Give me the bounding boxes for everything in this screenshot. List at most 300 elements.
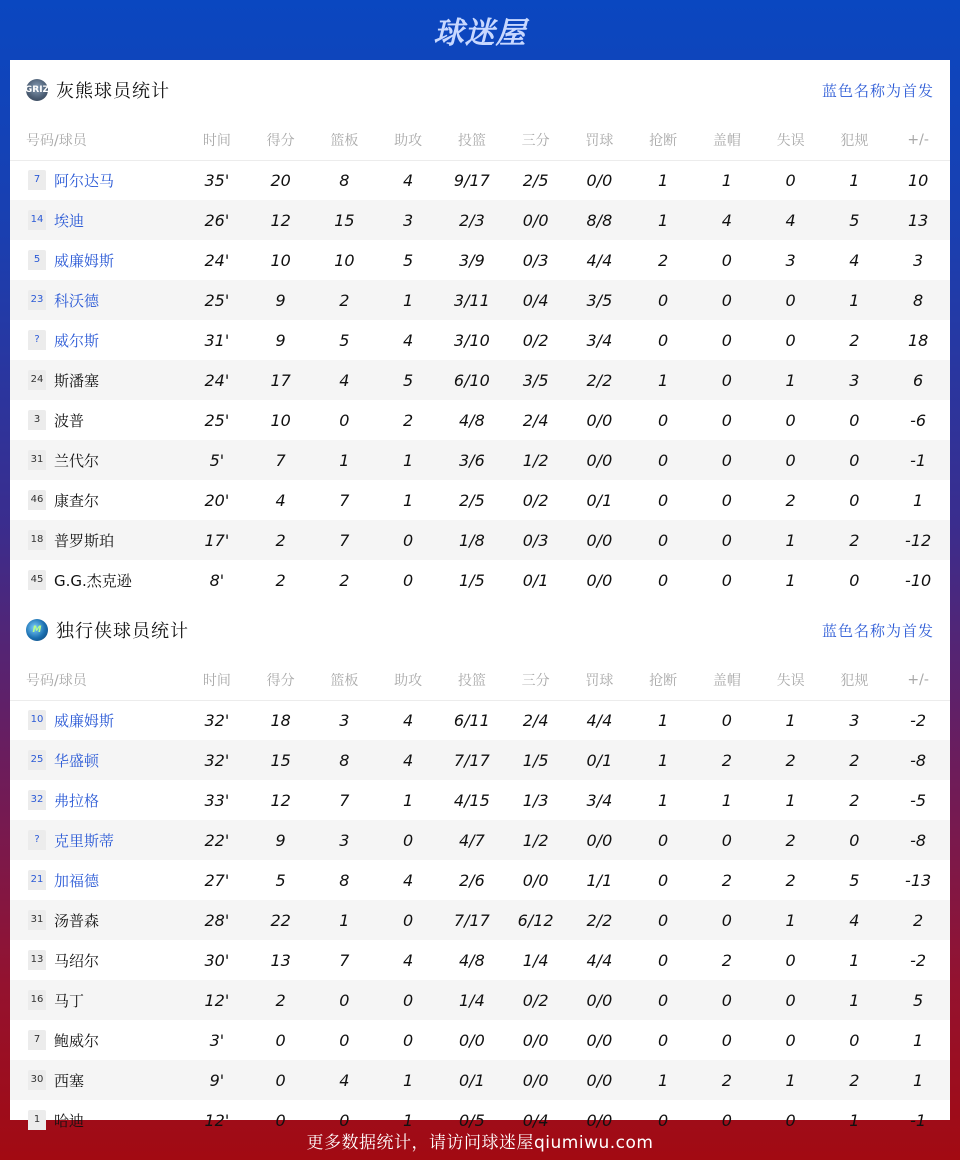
column-header[interactable]: 罚球 — [568, 660, 632, 700]
stat-assists: 4 — [403, 710, 414, 730]
stat-turnovers: 0 — [785, 170, 796, 190]
column-header[interactable]: 犯规 — [823, 120, 887, 160]
player-name[interactable]: 波普 — [54, 411, 85, 430]
stat-free-throws: 4/4 — [586, 950, 613, 970]
stat-points: 15 — [249, 740, 313, 780]
stat-turnovers: 3 — [785, 250, 796, 270]
player-name[interactable]: 马丁 — [54, 991, 85, 1010]
stat-fouls: 0 — [823, 440, 887, 480]
player-cell[interactable] — [10, 900, 185, 940]
stat-fouls: 1 — [823, 280, 887, 320]
stat-assists: 2 — [403, 410, 414, 430]
stat-steals: 0 — [631, 980, 695, 1020]
stats-card — [10, 60, 950, 1130]
stat-plus-minus: -13 — [905, 870, 932, 890]
stat-three-pointers: 0/0 — [522, 870, 549, 890]
stat-three-pointers: 3/5 — [504, 360, 568, 400]
stat-field-goals: 9/17 — [453, 170, 490, 190]
stat-turnovers: 2 — [785, 870, 796, 890]
stat-steals: 0 — [658, 1110, 669, 1130]
column-header[interactable]: 号码/球员 — [10, 660, 185, 700]
player-name[interactable]: 加福德 — [54, 871, 100, 890]
stat-free-throws: 0/0 — [586, 1110, 613, 1130]
table-row[interactable] — [10, 440, 950, 480]
stat-blocks: 0 — [695, 900, 759, 940]
player-cell[interactable] — [10, 940, 185, 980]
stat-blocks: 1 — [721, 790, 732, 810]
stat-plus-minus: -5 — [910, 790, 927, 810]
stat-steals: 0 — [631, 520, 695, 560]
stat-points: 10 — [270, 250, 291, 270]
table-row[interactable] — [10, 320, 950, 360]
player-name[interactable]: 威尔斯 — [54, 331, 100, 350]
column-header[interactable]: 犯规 — [823, 660, 887, 700]
player-name[interactable]: 汤普森 — [54, 911, 100, 930]
stat-fouls: 3 — [823, 360, 887, 400]
column-header[interactable]: 抢断 — [631, 120, 695, 160]
player-name[interactable]: 威廉姆斯 — [54, 251, 115, 270]
player-name[interactable]: 鲍威尔 — [54, 1031, 100, 1050]
stat-free-throws: 3/5 — [568, 280, 632, 320]
stat-fouls: 1 — [849, 170, 860, 190]
player-name[interactable]: 哈迪 — [54, 1111, 85, 1130]
stat-points: 0 — [275, 1110, 286, 1130]
jersey-number-icon: 10 — [28, 710, 46, 730]
column-header[interactable]: 盖帽 — [695, 660, 759, 700]
stat-rebounds: 4 — [313, 360, 377, 400]
stat-field-goals: 3/11 — [440, 280, 504, 320]
stat-free-throws: 0/0 — [568, 1060, 632, 1100]
player-name[interactable]: 埃迪 — [54, 211, 85, 230]
stat-three-pointers: 0/2 — [522, 330, 549, 350]
table-row[interactable] — [10, 240, 950, 280]
stat-steals: 1 — [658, 790, 669, 810]
player-cell[interactable] — [10, 480, 185, 520]
stat-blocks: 0 — [721, 1030, 732, 1050]
stat-rebounds: 8 — [339, 870, 350, 890]
stat-three-pointers: 2/4 — [522, 410, 549, 430]
stat-points: 9 — [275, 330, 286, 350]
table-row[interactable] — [10, 980, 950, 1020]
table-row[interactable] — [10, 820, 950, 860]
column-header[interactable]: 失误 — [759, 120, 823, 160]
stat-assists: 4 — [403, 170, 414, 190]
table-row[interactable] — [10, 400, 950, 440]
player-cell[interactable] — [10, 320, 185, 360]
column-header[interactable]: 号码/球员 — [10, 120, 185, 160]
table-row[interactable] — [10, 740, 950, 780]
stat-blocks: 0 — [695, 280, 759, 320]
stat-steals: 0 — [658, 490, 669, 510]
stat-blocks: 0 — [721, 570, 732, 590]
stat-assists: 0 — [403, 570, 414, 590]
player-name[interactable]: 弗拉格 — [54, 791, 100, 810]
stat-turnovers: 0 — [785, 410, 796, 430]
starter-legend-note: 蓝色名称为首发 — [821, 81, 934, 100]
table-row[interactable] — [10, 280, 950, 320]
player-cell[interactable] — [10, 1060, 185, 1100]
stat-field-goals: 6/11 — [453, 710, 490, 730]
jersey-number-icon: 25 — [28, 750, 46, 770]
stat-plus-minus: -10 — [905, 570, 932, 590]
stat-points: 12 — [270, 790, 291, 810]
player-cell[interactable] — [10, 440, 185, 480]
stat-rebounds: 1 — [313, 440, 377, 480]
stat-free-throws: 0/0 — [568, 520, 632, 560]
column-header[interactable]: 时间 — [185, 120, 249, 160]
team-section-1 — [10, 600, 950, 1140]
stat-field-goals: 4/15 — [453, 790, 490, 810]
stat-blocks: 2 — [695, 740, 759, 780]
stat-steals: 0 — [658, 950, 669, 970]
stat-minutes: 32' — [204, 710, 230, 730]
stat-fouls: 0 — [849, 410, 860, 430]
stat-points: 2 — [275, 570, 286, 590]
stat-steals: 1 — [658, 710, 669, 730]
stat-plus-minus: -6 — [910, 410, 927, 430]
column-header[interactable]: 盖帽 — [695, 120, 759, 160]
jersey-number-icon: ? — [28, 830, 46, 850]
stat-turnovers: 2 — [759, 820, 823, 860]
stat-blocks: 0 — [721, 410, 732, 430]
player-name[interactable]: 兰代尔 — [54, 451, 100, 470]
stat-assists: 4 — [403, 330, 414, 350]
stat-points: 9 — [249, 820, 313, 860]
table-row[interactable] — [10, 480, 950, 520]
stat-blocks: 0 — [721, 490, 732, 510]
stat-assists: 1 — [376, 280, 440, 320]
column-header[interactable]: +/- — [886, 660, 950, 700]
stat-plus-minus: 6 — [886, 360, 950, 400]
stat-fouls: 0 — [849, 490, 860, 510]
stat-points: 2 — [249, 520, 313, 560]
stat-minutes: 33' — [204, 790, 230, 810]
column-header[interactable]: 篮板 — [313, 120, 377, 160]
stat-field-goals: 4/8 — [459, 410, 485, 430]
table-header-row — [10, 660, 950, 700]
player-name[interactable]: 斯潘塞 — [54, 371, 100, 390]
stat-rebounds: 8 — [313, 740, 377, 780]
table-row[interactable] — [10, 160, 950, 200]
table-row[interactable] — [10, 520, 950, 560]
player-cell[interactable] — [10, 400, 185, 440]
player-cell[interactable] — [10, 200, 185, 240]
stat-minutes: 24' — [185, 360, 249, 400]
table-row[interactable] — [10, 700, 950, 740]
table-row[interactable] — [10, 940, 950, 980]
player-name[interactable]: 克里斯蒂 — [54, 831, 115, 850]
table-header-row — [10, 120, 950, 160]
stat-free-throws: 0/0 — [568, 980, 632, 1020]
stat-free-throws: 0/0 — [586, 570, 613, 590]
player-name[interactable]: 普罗斯珀 — [54, 531, 115, 550]
stat-three-pointers: 1/2 — [504, 820, 568, 860]
footer-link-text[interactable]: 更多数据统计，请访问球迷屋qiumiwu.com — [306, 1132, 654, 1153]
column-header[interactable]: 助攻 — [376, 120, 440, 160]
section-title — [26, 617, 189, 643]
stat-rebounds: 3 — [313, 820, 377, 860]
stat-plus-minus: -8 — [886, 820, 950, 860]
stat-fouls: 0 — [823, 820, 887, 860]
player-cell[interactable] — [10, 240, 185, 280]
stat-three-pointers: 1/2 — [504, 440, 568, 480]
stat-minutes: 28' — [185, 900, 249, 940]
stat-fouls: 3 — [849, 710, 860, 730]
stat-three-pointers: 0/4 — [522, 1110, 549, 1130]
column-header[interactable]: 时间 — [185, 660, 249, 700]
stat-blocks: 0 — [721, 1110, 732, 1130]
jersey-number-icon: 16 — [28, 990, 46, 1010]
player-cell[interactable] — [10, 980, 185, 1020]
stat-minutes: 26' — [185, 200, 249, 240]
stat-free-throws: 1/1 — [586, 870, 613, 890]
footer-banner[interactable] — [0, 1120, 960, 1160]
mavericks-logo-icon: M — [26, 619, 48, 641]
stat-turnovers: 0 — [759, 440, 823, 480]
stat-turnovers: 1 — [785, 710, 796, 730]
stat-blocks: 1 — [721, 170, 732, 190]
stat-rebounds: 5 — [339, 330, 350, 350]
column-header[interactable]: 抢断 — [631, 660, 695, 700]
player-cell[interactable] — [10, 560, 185, 600]
player-cell[interactable] — [10, 280, 185, 320]
player-name[interactable]: 华盛顿 — [54, 751, 100, 770]
stat-field-goals: 4/7 — [440, 820, 504, 860]
column-header[interactable]: 三分 — [504, 660, 568, 700]
stat-minutes: 8' — [209, 570, 225, 590]
stat-turnovers: 0 — [785, 950, 796, 970]
player-name[interactable]: 西塞 — [54, 1071, 85, 1090]
stat-steals: 2 — [658, 250, 669, 270]
table-row[interactable] — [10, 780, 950, 820]
player-cell[interactable] — [10, 700, 185, 740]
stat-three-pointers: 1/5 — [504, 740, 568, 780]
stat-minutes: 3' — [209, 1030, 225, 1050]
jersey-number-icon: 46 — [28, 490, 46, 510]
stat-points: 22 — [249, 900, 313, 940]
stat-blocks: 4 — [695, 200, 759, 240]
jersey-number-icon: 32 — [28, 790, 46, 810]
stat-plus-minus: 10 — [907, 170, 929, 190]
player-cell[interactable] — [10, 520, 185, 560]
table-row[interactable] — [10, 900, 950, 940]
column-header[interactable]: 三分 — [504, 120, 568, 160]
player-name[interactable]: 威廉姆斯 — [54, 711, 115, 730]
stat-plus-minus: -1 — [910, 1110, 927, 1130]
stat-blocks: 0 — [695, 520, 759, 560]
stat-three-pointers: 0/2 — [522, 490, 549, 510]
player-name[interactable]: 马绍尔 — [54, 951, 100, 970]
stat-three-pointers: 0/0 — [504, 1060, 568, 1100]
jersey-number-icon: 21 — [28, 870, 46, 890]
stat-blocks: 0 — [695, 440, 759, 480]
stat-turnovers: 0 — [759, 280, 823, 320]
stat-fouls: 2 — [849, 790, 860, 810]
stat-fouls: 1 — [849, 1110, 860, 1130]
player-cell[interactable] — [10, 1020, 185, 1060]
stat-assists: 4 — [403, 950, 414, 970]
jersey-number-icon: ? — [28, 330, 46, 350]
jersey-number-icon: 45 — [28, 570, 46, 590]
stat-free-throws: 2/2 — [568, 900, 632, 940]
jersey-number-icon: 7 — [28, 1030, 46, 1050]
stat-steals: 1 — [631, 360, 695, 400]
column-header[interactable]: 罚球 — [568, 120, 632, 160]
stat-assists: 4 — [403, 870, 414, 890]
stat-three-pointers: 0/3 — [522, 250, 549, 270]
grizzlies-logo-icon: GRIZ — [26, 79, 48, 101]
column-header[interactable]: 得分 — [249, 660, 313, 700]
stat-steals: 1 — [631, 740, 695, 780]
stat-rebounds: 0 — [339, 410, 350, 430]
stat-steals: 0 — [631, 900, 695, 940]
stat-three-pointers: 6/12 — [504, 900, 568, 940]
player-name[interactable]: 康查尔 — [54, 491, 100, 510]
stat-minutes: 30' — [204, 950, 230, 970]
stat-three-pointers: 0/2 — [504, 980, 568, 1020]
column-header[interactable]: 投篮 — [440, 660, 504, 700]
stat-free-throws: 4/4 — [586, 710, 613, 730]
stat-assists: 0 — [376, 980, 440, 1020]
player-stats-table — [10, 660, 950, 1140]
section-title — [26, 77, 170, 103]
stat-blocks: 0 — [695, 980, 759, 1020]
stat-three-pointers: 0/1 — [522, 570, 549, 590]
stat-points: 0 — [275, 1030, 286, 1050]
table-row[interactable] — [10, 1020, 950, 1060]
stat-minutes: 35' — [204, 170, 230, 190]
stat-minutes: 12' — [185, 980, 249, 1020]
stat-blocks: 0 — [695, 820, 759, 860]
stat-rebounds: 1 — [313, 900, 377, 940]
stat-rebounds: 2 — [339, 570, 350, 590]
stat-free-throws: 0/0 — [586, 410, 613, 430]
stat-three-pointers: 2/4 — [522, 710, 549, 730]
column-header[interactable]: +/- — [886, 120, 950, 160]
stat-points: 12 — [249, 200, 313, 240]
stat-free-throws: 3/4 — [586, 790, 613, 810]
column-header[interactable]: 失误 — [759, 660, 823, 700]
stat-assists: 0 — [403, 1030, 414, 1050]
stat-points: 0 — [249, 1060, 313, 1100]
column-header[interactable]: 篮板 — [313, 660, 377, 700]
player-cell[interactable] — [10, 780, 185, 820]
stat-steals: 1 — [658, 170, 669, 190]
stat-rebounds: 7 — [339, 950, 350, 970]
stat-field-goals: 4/8 — [459, 950, 485, 970]
player-cell[interactable] — [10, 360, 185, 400]
stat-points: 7 — [249, 440, 313, 480]
stat-field-goals: 2/5 — [459, 490, 485, 510]
stat-fouls: 1 — [849, 950, 860, 970]
stat-turnovers: 1 — [759, 1060, 823, 1100]
stat-fouls: 2 — [823, 1060, 887, 1100]
stat-turnovers: 1 — [785, 570, 796, 590]
stat-minutes: 9' — [185, 1060, 249, 1100]
stat-turnovers: 1 — [759, 900, 823, 940]
stat-turnovers: 0 — [785, 1110, 796, 1130]
stat-points: 10 — [270, 410, 291, 430]
stat-assists: 1 — [403, 1110, 414, 1130]
column-header[interactable]: 得分 — [249, 120, 313, 160]
stat-blocks: 2 — [721, 870, 732, 890]
stat-three-pointers: 2/5 — [522, 170, 549, 190]
stat-steals: 0 — [631, 440, 695, 480]
stat-plus-minus: 2 — [886, 900, 950, 940]
stat-turnovers: 2 — [759, 740, 823, 780]
stat-points: 5 — [275, 870, 286, 890]
stat-plus-minus: 5 — [886, 980, 950, 1020]
stat-rebounds: 7 — [313, 520, 377, 560]
stat-three-pointers: 0/3 — [504, 520, 568, 560]
app-header — [0, 0, 960, 60]
stat-points: 18 — [270, 710, 291, 730]
table-row[interactable] — [10, 860, 950, 900]
table-row[interactable] — [10, 360, 950, 400]
stat-plus-minus: 18 — [907, 330, 929, 350]
table-row[interactable] — [10, 200, 950, 240]
stat-field-goals: 1/8 — [440, 520, 504, 560]
stat-plus-minus: 3 — [913, 250, 924, 270]
player-name[interactable]: 阿尔达马 — [54, 171, 115, 190]
player-stats-table — [10, 120, 950, 600]
stat-fouls: 2 — [823, 740, 887, 780]
stat-free-throws: 3/4 — [586, 330, 613, 350]
stat-three-pointers: 0/0 — [522, 1030, 549, 1050]
column-header[interactable]: 助攻 — [376, 660, 440, 700]
stat-assists: 0 — [376, 820, 440, 860]
stat-steals: 0 — [631, 820, 695, 860]
column-header[interactable]: 投篮 — [440, 120, 504, 160]
player-cell[interactable] — [10, 860, 185, 900]
stat-assists: 1 — [376, 1060, 440, 1100]
stat-minutes: 32' — [185, 740, 249, 780]
stat-steals: 0 — [658, 870, 669, 890]
stat-fouls: 1 — [823, 980, 887, 1020]
player-name[interactable]: G.G.杰克逊 — [54, 571, 132, 590]
player-cell[interactable] — [10, 820, 185, 860]
stat-free-throws: 0/0 — [568, 820, 632, 860]
stat-assists: 4 — [376, 740, 440, 780]
stat-plus-minus: -8 — [886, 740, 950, 780]
table-row[interactable] — [10, 1060, 950, 1100]
stat-field-goals: 1/4 — [440, 980, 504, 1020]
stat-blocks: 0 — [721, 250, 732, 270]
player-name[interactable]: 科沃德 — [54, 291, 100, 310]
stat-minutes: 12' — [204, 1110, 230, 1130]
stat-steals: 1 — [631, 1060, 695, 1100]
stat-steals: 0 — [658, 330, 669, 350]
stat-fouls: 0 — [849, 570, 860, 590]
jersey-number-icon: 14 — [28, 210, 46, 230]
stat-field-goals: 2/6 — [459, 870, 485, 890]
stat-field-goals: 6/10 — [440, 360, 504, 400]
stat-rebounds: 4 — [313, 1060, 377, 1100]
player-cell[interactable] — [10, 740, 185, 780]
table-row[interactable] — [10, 560, 950, 600]
player-cell[interactable] — [10, 160, 185, 200]
stat-assists: 1 — [376, 440, 440, 480]
stat-steals: 0 — [658, 570, 669, 590]
stat-field-goals: 0/5 — [459, 1110, 485, 1130]
stat-free-throws: 2/2 — [568, 360, 632, 400]
section-title-text: 独行侠球员统计 — [56, 621, 189, 642]
stat-fouls: 2 — [849, 330, 860, 350]
stat-minutes: 31' — [204, 330, 230, 350]
stat-fouls: 4 — [849, 250, 860, 270]
jersey-number-icon: 13 — [28, 950, 46, 970]
stat-assists: 5 — [403, 250, 414, 270]
